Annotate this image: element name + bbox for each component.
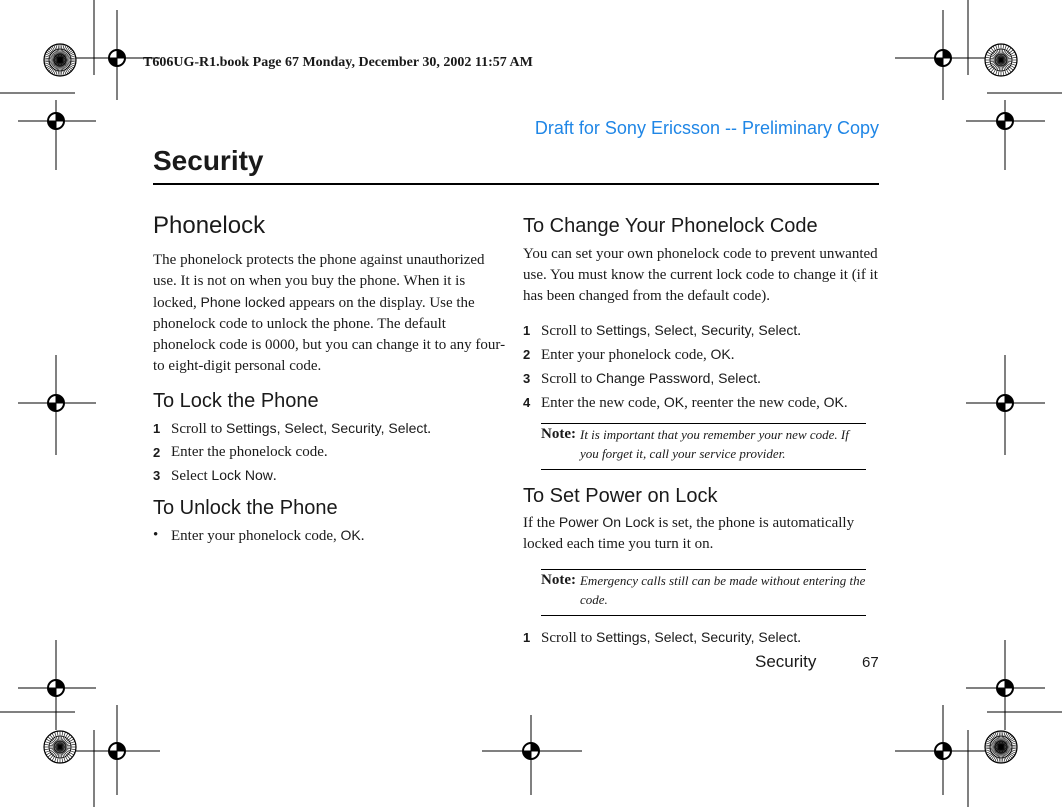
registration-target-icon [992,108,1018,134]
lock-steps [153,417,508,488]
step-text [171,441,328,464]
list-item [523,391,878,415]
starburst-mark-icon [44,731,76,763]
step-number: 1 [523,323,531,338]
step-text [541,343,735,367]
footer-section-name: Security [755,652,817,671]
step-text-pre: Select [171,468,212,484]
step-text-pre: Enter the phonelock code. [171,444,328,460]
step-number: 2 [153,445,161,460]
starburst-mark-icon [44,44,76,76]
change-code-steps [523,319,878,415]
list-item [153,464,508,488]
step-number: 1 [523,630,531,645]
unlock-list [153,524,508,548]
step-ui-path: OK [710,346,731,362]
bullet-text-pre: Enter your phonelock code, [171,528,341,544]
title-rule [153,183,879,185]
registration-target-icon [992,675,1018,701]
step-text-pre: Scroll to [541,630,596,646]
ui-ok: OK [340,527,361,543]
page-title: Security [153,145,264,176]
note-emergency-calls [541,569,866,616]
registration-target-icon [104,738,130,764]
right-column [523,214,878,658]
step-text-post: . [730,347,735,363]
intro-text-1: The phonelock protects the phone against unauthorized use. It is not on when you buy the phone. When it is locked, [153,252,485,311]
registration-target-icon [992,390,1018,416]
power-intro-pre: If the [523,515,559,531]
registration-target-icon [930,45,956,71]
step-text-post: . [272,468,277,484]
step-ui-path: Lock Now [211,467,273,483]
note-remember-code [541,423,866,470]
registration-target-icon [518,738,544,764]
step-text-post: . [797,323,802,339]
step-ui-path: OK [663,394,685,410]
phonelock-intro [153,250,508,377]
registration-target-icon [43,390,69,416]
list-item [523,626,878,650]
step-text-pre: Scroll to [541,323,596,339]
bullet-text [171,524,365,548]
step-text [171,417,431,441]
ui-power-on-lock: Power On Lock [558,514,655,530]
registration-target-icon [104,45,130,71]
registration-target-icon [43,108,69,134]
starburst-mark-icon [985,731,1017,763]
draft-banner: Draft for Sony Ericsson -- Preliminary Copy [534,118,879,138]
step-text-pre: Enter the new code, [541,395,664,411]
step-text [541,367,761,391]
section-heading-phonelock: Phonelock [153,212,266,239]
list-item [523,319,878,343]
power-on-lock-steps [523,626,878,650]
registration-target-icon [43,675,69,701]
step-ui-path: Change Password, Select [596,370,758,386]
step-text [171,464,277,488]
footer-page-number: 67 [862,654,879,671]
ui-phone-locked: Phone locked [200,294,286,310]
intro-text-2: appears on the display. Use the phonelock code to unlock the phone. The default phonelock code is 0000, but you can change it to any four- to eight-digit personal code. [153,295,506,374]
list-item [153,417,508,441]
starburst-mark-icon [985,44,1017,76]
note-text: Emergency calls still can be made without entering the code. [579,573,866,607]
subheading-lock-phone: To Lock the Phone [153,390,319,412]
subheading-change-code: To Change Your Phonelock Code [523,215,818,237]
step-text [541,626,801,650]
step-ui-path: Settings, Select, Security, Select [596,629,798,645]
step-text-post: . [797,630,802,646]
list-item [523,343,878,367]
step-text [541,319,801,343]
step-text-pre: Enter your phonelock code, [541,347,711,363]
subheading-unlock-phone: To Unlock the Phone [153,497,338,519]
list-item [523,367,878,391]
bullet-text-post: . [360,528,365,544]
bullet: • [153,527,159,543]
step-ui-path: Settings, Select, Security, Select [596,322,798,338]
step-text-pre: Scroll to [171,421,226,437]
power-on-lock-intro [523,512,878,555]
note-label: Note: [541,572,576,588]
step-ui-path: Settings, Select, Security, Select [226,420,428,436]
registration-target-icon [930,738,956,764]
step-ui-path-2: OK [823,394,844,410]
step-number: 3 [153,468,161,483]
step-text-mid: , reenter the new code, [684,395,824,411]
step-number: 4 [523,395,531,410]
list-item [153,524,508,548]
step-number: 2 [523,347,531,362]
step-number: 3 [523,371,531,386]
note-text: It is important that you remember your new code. If you forget it, call your service provider. [579,427,849,461]
step-text-pre: Scroll to [541,371,596,387]
note-label: Note: [541,426,576,442]
power-intro-post: is set, the phone is automatically locked each time you turn it on. [523,515,855,552]
change-code-intro: You can set your own phonelock code to prevent unwanted use. You must know the current lock code to change it (if it has been changed from the default code). [523,246,878,304]
step-text-post: . [757,371,761,387]
list-item [153,441,508,464]
book-slug: T606UG-R1.book Page 67 Monday, December 30, 2002 11:57 AM [143,55,533,70]
step-text-post: . [843,395,848,411]
subheading-power-on-lock: To Set Power on Lock [523,485,718,507]
step-text [541,391,848,415]
step-number: 1 [153,421,161,436]
left-column [153,212,508,548]
step-text-post: . [427,421,432,437]
